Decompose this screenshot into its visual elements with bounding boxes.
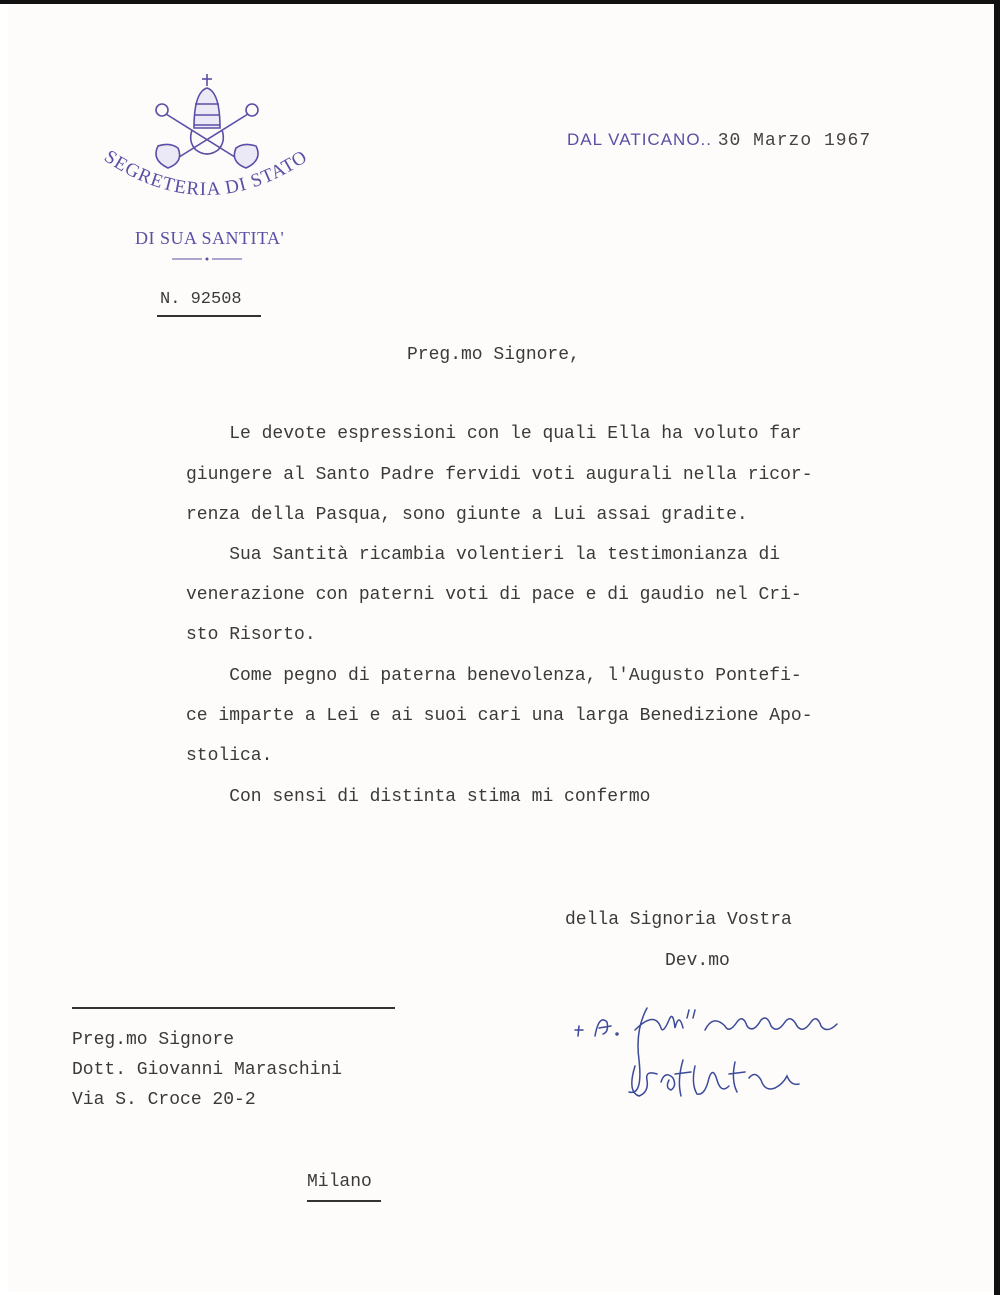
body-line: stolica. (186, 746, 273, 766)
body-line: venerazione con paterni voti di pace e di gaudio nel Cri- (186, 585, 802, 605)
dateline-date: 30 Marzo 1967 (717, 131, 872, 151)
dateline-place: DAL VATICANO (567, 130, 701, 149)
closing-devmo: Dev.mo (665, 951, 730, 971)
body-line: Sua Santità ricambia volentieri la testimonianza di (186, 545, 781, 565)
protocol-number (160, 290, 242, 309)
scan-edge-top (0, 0, 1000, 4)
body-line: Con sensi di distinta stima mi confermo (186, 787, 651, 807)
protocol-underline (157, 315, 261, 317)
letterhead-arc-text (96, 150, 316, 220)
body-line: Le devote espressioni con le quali Ella ha voluto far (186, 424, 802, 444)
city-underline (307, 1200, 381, 1202)
address-line: Preg.mo Signore (72, 1030, 235, 1050)
salutation: Preg.mo Signore, (407, 345, 580, 365)
protocol-number-text: N. 92508 (160, 290, 242, 309)
handwritten-signature (565, 1000, 855, 1110)
body-line: ce imparte a Lei e ai suoi cari una larga Benedizione Apo- (186, 706, 813, 726)
scan-edge-right (994, 0, 1000, 1295)
body-line: giungere al Santo Padre fervidi voti augurali nella ricor- (186, 465, 813, 485)
address-line: Dott. Giovanni Maraschini (72, 1060, 343, 1080)
body-line: renza della Pasqua, sono giunte a Lui assai gradite. (186, 505, 748, 525)
body-line: Come pegno di paterna benevolenza, l'Augusto Pontefi- (186, 666, 802, 686)
dateline-dots: .. (700, 130, 712, 149)
letterhead-subtitle: DI SUA SANTITA' (135, 228, 285, 248)
svg-text:SEGRETERIA DI STATO: SEGRETERIA DI STATO (100, 150, 312, 201)
letterhead-ornament (172, 256, 242, 262)
dateline (567, 130, 871, 151)
address-separator (72, 1007, 395, 1009)
closing-line: della Signoria Vostra (565, 910, 792, 930)
address-line: Via S. Croce 20-2 (72, 1090, 256, 1110)
address-city: Milano (307, 1172, 372, 1192)
body-line: sto Risorto. (186, 625, 316, 645)
